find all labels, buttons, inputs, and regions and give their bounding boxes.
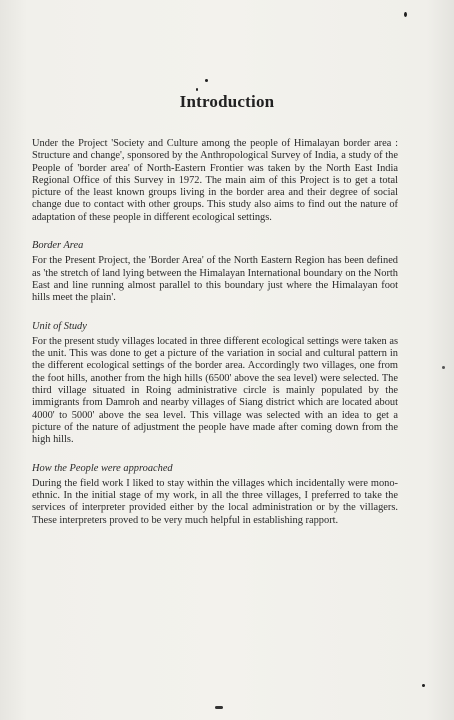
ink-speck <box>442 366 445 369</box>
document-body <box>32 138 398 527</box>
section-heading-approach: How the People were approached <box>32 462 173 474</box>
border-area-paragraph: For the Present Project, the 'Border Area' of the North Eastern Region has been defined as 'the stretch of land lying between the Himalayan International boundary on the North East and line running almost parallel to this boundary just where the Himalayan foot hills meet the plain'. <box>32 255 398 304</box>
ink-speck <box>205 79 208 82</box>
page-title: Introduction <box>179 92 275 111</box>
ink-speck <box>422 684 425 687</box>
section-heading-border-area: Border Area <box>32 240 84 252</box>
intro-paragraph: Under the Project 'Society and Culture among the people of Himalayan border area : Structure and change', sponsored by the Anthropological Survey of India, a study of the People of 'border area' of North-Eastern Frontier was taken by the North East India Regional Office of this Survey in 1972. The main aim of this Project is to get a total picture of the least known groups living in the border area and their degree of social change due to contact with other groups. This study also aims to find out the nature of adaptation of these people in different ecological settings. <box>32 138 398 223</box>
unit-of-study-paragraph: For the present study villages located in three different ecological settings were taken as the unit. This was done to get a picture of the variation in social and cultural pattern in the different ecological settings of the border area. Accordingly two villages, one from the foot hills, another from the high hills (6500' above the sea level) were selected. The third village situated in Roing administrative circle is mainly populated by the immigrants from Damroh and nearby villages of Siang district which are located about 4000' to 5000' above the sea level. This village was selected with an idea to get a picture of the nature of adjustment the people have made after coming down from the high hills. <box>32 335 398 446</box>
bottom-mark <box>215 706 223 709</box>
ink-speck <box>196 88 198 91</box>
approach-paragraph: During the field work I liked to stay within the villages which incidentally were mono-ethnic. In the initial stage of my work, in all the three villages, I preferred to take the services of interpreter provided either by the local administration or by the villagers. These interpreters proved to be very much helpful in establishing rapport. <box>32 477 398 526</box>
ink-speck <box>404 12 407 17</box>
section-heading-unit-of-study: Unit of Study <box>32 320 87 332</box>
